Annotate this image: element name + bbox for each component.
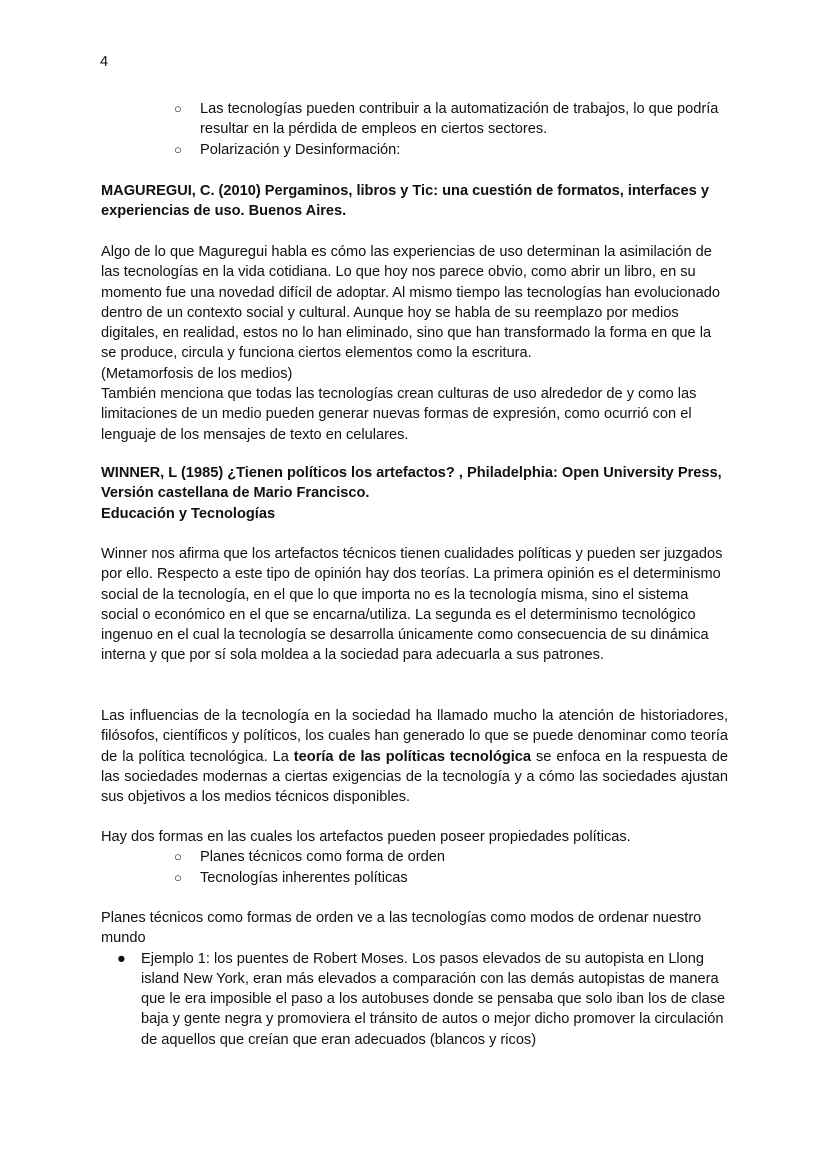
section-heading-winner (101, 463, 728, 524)
list-item (101, 99, 728, 140)
paragraph (101, 706, 728, 807)
list-item-text: Planes técnicos como forma de orden (200, 849, 445, 866)
list-item-text: Las tecnologías pueden contribuir a la automatización de trabajos, lo que podría resultar en la pérdida de empleos en ciertos sectores. (200, 101, 719, 138)
circle-bullet-icon: ○ (174, 849, 182, 865)
top-bullet-list (101, 99, 728, 160)
subheading-text: Educación y Tecnologías (101, 505, 276, 522)
list-item (101, 847, 728, 867)
list-item-text: Tecnologías inherentes políticas (200, 869, 408, 886)
paragraph: Winner nos afirma que los artefactos técnicos tienen cualidades políticas y pueden ser juzgados por ello. Respecto a este tipo de opinión hay dos teorías. La primera opinión es el determinismo social de la tecnología, en el que lo que importa no es la tecnología misma, sino el sistema social o económico en el que se encarna/utiliza. La segunda es el determinismo tecnológico ingenuo en el cual la tecnología se desarrolla únicamente como consecuencia de su dinámica interna y que por sí sola moldea a la sociedad para adecuarla a sus patrones. (101, 546, 723, 664)
circle-bullet-icon: ○ (174, 141, 182, 157)
heading-text: WINNER, L (1985) ¿Tienen políticos los artefactos? , Philadelphia: Open University Press, Versión castellana de Mario Francisco. (101, 465, 722, 502)
examples-list (101, 949, 728, 1050)
list-item (101, 868, 728, 888)
disc-bullet-icon: ● (117, 950, 126, 967)
paragraph: También menciona que todas las tecnologías crean culturas de uso alrededor de y como las limitaciones de un medio pueden generar nuevas formas de expresión, como ocurrió con el lenguaje de los mensajes de texto en celulares. (101, 386, 697, 443)
forms-block (101, 827, 728, 888)
list-item-text: Ejemplo 1: los puentes de Robert Moses. Los pasos elevados de su autopista en Llong island New York, eran más elevados a comparación con las demás autopistas de manera que le era imposible el paso a los autobuses donde se pensaba que solo iban los de clase baja y gente negra y promoviera el tránsito de autos o mejor dicho promover la circulación de aquellos que creían que eran adecuados (blancos y ricos) (141, 950, 726, 1048)
section-heading-maguregui: MAGUREGUI, C. (2010) Pergaminos, libros y Tic: una cuestión de formatos, interfaces y experiencias de uso. Buenos Aires. (101, 183, 709, 220)
circle-bullet-icon: ○ (174, 869, 182, 885)
paragraph-text: se enfoca en la respuesta de las sociedades modernas a ciertas exigencias de la tecnología y a cómo las sociedades ajustan sus objetivos a los medios técnicos disponibles. (101, 748, 728, 806)
list-item-text: Polarización y Desinformación: (200, 141, 401, 158)
examples-block (101, 908, 728, 1050)
top-list-block (101, 99, 728, 160)
paragraph-text: Las influencias de la tecnología en la sociedad ha llamado mucho la atención de historiadores, filósofos, científicos y políticos, los cuales han generado lo que se puede denominar como teoría de la política tecnológica. La (101, 708, 728, 765)
page-number: 4 (100, 54, 109, 70)
list-item (101, 949, 728, 1050)
bold-term: teoría de las políticas tecnológica (293, 748, 532, 765)
circle-bullet-icon: ○ (174, 101, 182, 116)
paragraph: Hay dos formas en las cuales los artefactos pueden poseer propiedades políticas. (101, 829, 631, 845)
paragraph: Algo de lo que Maguregui habla es cómo las experiencias de uso determinan la asimilación de las tecnologías en la vida cotidiana. Lo que hoy nos parece obvio, como abrir un libro, en su momento fue una novedad difícil de adoptar. Al mismo tiempo las tecnologías han evolucionado dentro de un contexto social y cultural. Aunque hoy se habla de su reemplazo por medios digitales, en realidad, estos no lo han eliminado, sino que han transformado la forma en que la se produce, circula y funciona ciertos elementos como la escritura. (101, 244, 721, 362)
paragraph: Planes técnicos como formas de orden ve a las tecnologías como modos de ordenar nuestro mundo (101, 910, 702, 947)
list-item (101, 140, 728, 160)
paragraph-note: (Metamorfosis de los medios) (101, 365, 293, 382)
forms-list (101, 847, 728, 888)
section-body-maguregui (101, 242, 728, 445)
